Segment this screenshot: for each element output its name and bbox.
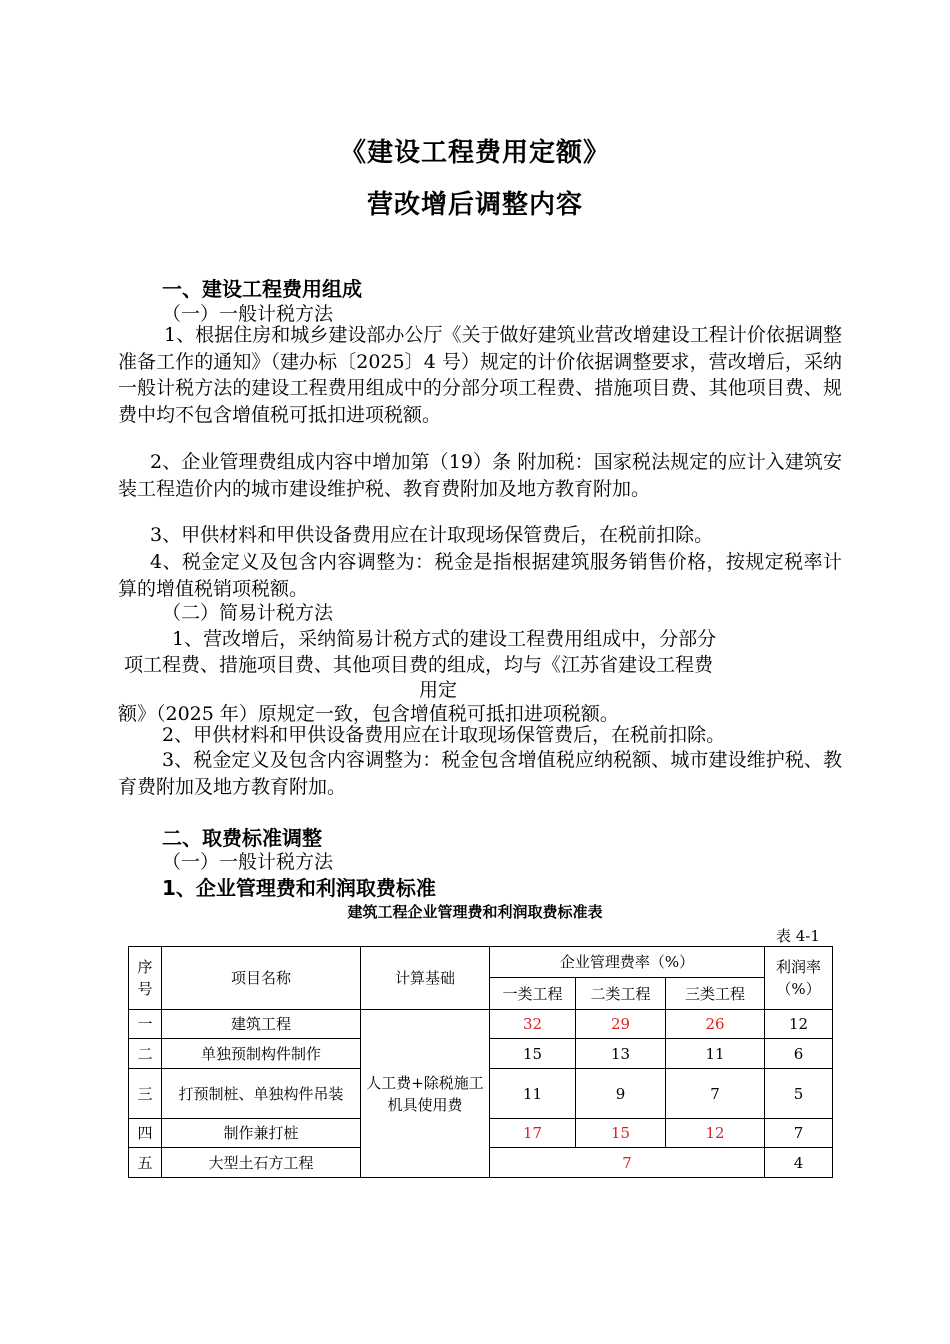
section1-sub2-p1-line2: 项工程费、措施项目费、其他项目费的组成，均与《江苏省建设工程费	[124, 654, 714, 676]
header-class1: 一类工程	[490, 978, 576, 1010]
section1-sub2-p1-line4: 额》（2025 年）原规定一致，包含增值税可抵扣进项税额。	[118, 703, 619, 725]
row-class1: 11	[490, 1069, 576, 1119]
row-name: 单独预制构件制作	[162, 1039, 361, 1069]
header-mgmt-rate: 企业管理费率（%）	[490, 947, 765, 978]
row-profit: 12	[765, 1010, 833, 1039]
row-class2: 9	[576, 1069, 666, 1119]
section1-sub1-p1: 1、根据住房和城乡建设部办公厅《关于做好建筑业营改增建设工程计价依据调整准备工作的通知》（建办标〔2025〕4 号）规定的计价依据调整要求，营改增后，采纳一般计税方法的建设工程费用组成中的分部分项工程费、措施项目费、其他项目费、规费中均不包含增值税可抵扣进项税额。	[118, 324, 842, 426]
table-header-row	[129, 947, 833, 978]
row-seq: 四	[129, 1119, 162, 1148]
row-class3: 11	[666, 1039, 765, 1069]
section1-sub1-p2: 2、企业管理费组成内容中增加第（19）条 附加税：国家税法规定的应计入建筑安装工程造价内的城市建设维护税、教育费附加及地方教育附加。	[118, 451, 842, 500]
row-profit: 7	[765, 1119, 833, 1148]
header-class2: 二类工程	[576, 978, 666, 1010]
row-class3: 26	[666, 1010, 765, 1039]
fee-table	[128, 946, 833, 1178]
doc-subtitle: 营改增后调整内容	[366, 190, 583, 220]
row-class3: 7	[666, 1069, 765, 1119]
row-name: 制作兼打桩	[162, 1119, 361, 1148]
row-class3: 12	[666, 1119, 765, 1148]
section1-sub2-p1-line1: 1、营改增后，采纳简易计税方式的建设工程费用组成中，分部分	[172, 628, 717, 650]
section1-sub1-p4: 4、税金定义及包含内容调整为：税金是指根据建筑服务销售价格，按规定税率计算的增值税销项税额。	[118, 551, 842, 600]
row-merged-rate: 7	[490, 1148, 765, 1178]
row-profit: 5	[765, 1069, 833, 1119]
header-seq: 序号	[129, 947, 162, 1010]
doc-title: 《建设工程费用定额》	[339, 138, 610, 168]
row-class2: 13	[576, 1039, 666, 1069]
row-seq: 二	[129, 1039, 162, 1069]
section1-sub2-heading: （二）简易计税方法	[162, 602, 334, 624]
section2-sub1-heading: （一）一般计税方法	[162, 851, 334, 873]
table-row	[129, 1010, 833, 1039]
row-class1: 32	[490, 1010, 576, 1039]
table-number: 表 4-1	[776, 927, 820, 945]
section2-heading: 二、取费标准调整	[162, 826, 322, 850]
section1-heading: 一、建设工程费用组成	[162, 277, 362, 301]
row-seq: 一	[129, 1010, 162, 1039]
row-name: 大型土石方工程	[162, 1148, 361, 1178]
row-base-shared: 人工费+除税施工机具使用费	[361, 1010, 490, 1178]
section2-item1-heading: 1、企业管理费和利润取费标准	[162, 876, 436, 900]
row-profit: 6	[765, 1039, 833, 1069]
header-profit-rate: 利润率（%）	[765, 947, 833, 1010]
row-class1: 15	[490, 1039, 576, 1069]
section1-sub1-p3: 3、甲供材料和甲供设备费用应在计取现场保管费后，在税前扣除。	[150, 524, 714, 546]
table-caption: 建筑工程企业管理费和利润取费标准表	[347, 903, 603, 921]
section1-sub2-p2: 2、甲供材料和甲供设备费用应在计取现场保管费后，在税前扣除。	[162, 724, 726, 746]
header-name: 项目名称	[162, 947, 361, 1010]
section1-sub2-p3: 3、税金定义及包含内容调整为：税金包含增值税应纳税额、城市建设维护税、教育费附加及地方教育附加。	[118, 749, 842, 798]
header-base: 计算基础	[361, 947, 490, 1010]
section1-sub1-heading: （一）一般计税方法	[162, 303, 334, 325]
row-class1: 17	[490, 1119, 576, 1148]
row-name: 建筑工程	[162, 1010, 361, 1039]
row-profit: 4	[765, 1148, 833, 1178]
row-class2: 15	[576, 1119, 666, 1148]
row-seq: 五	[129, 1148, 162, 1178]
section1-sub2-p1-line3: 用定	[419, 679, 458, 701]
row-class2: 29	[576, 1010, 666, 1039]
row-name: 打预制桩、单独构件吊装	[162, 1069, 361, 1119]
row-seq: 三	[129, 1069, 162, 1119]
header-class3: 三类工程	[666, 978, 765, 1010]
